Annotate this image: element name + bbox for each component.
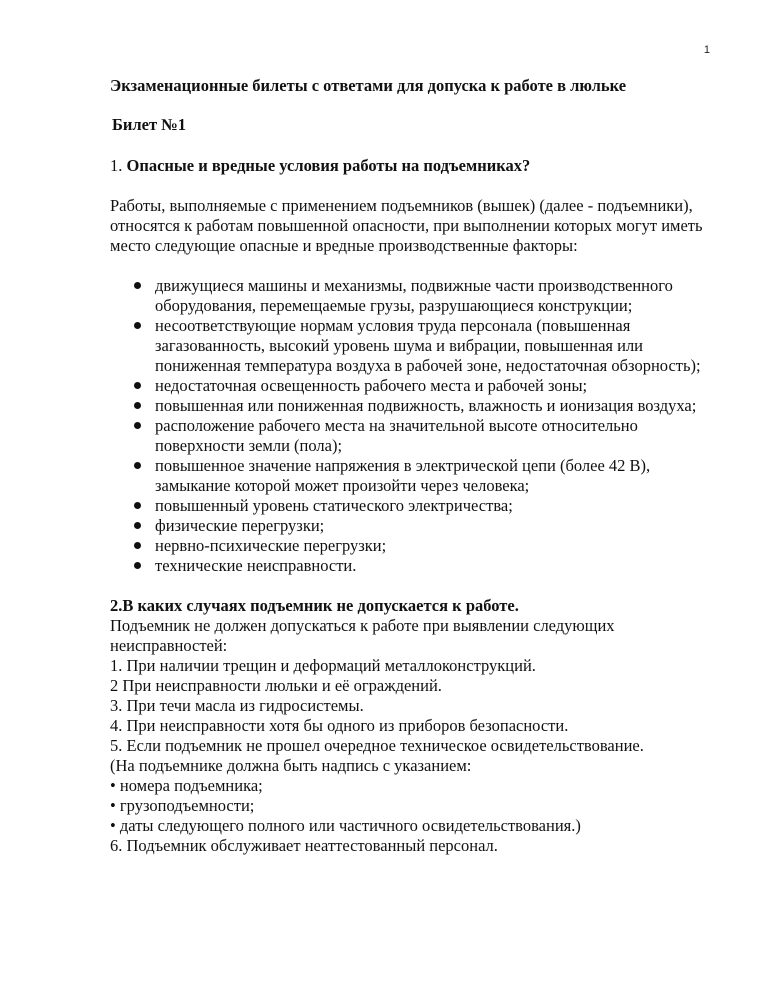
list-item: движущиеся машины и механизмы, подвижные части производственного оборудования, перемещаемые грузы, разрушающиеся конструкции; [155, 276, 710, 316]
list-item: повышенное значение напряжения в электрической цепи (более 42 В), замыкание которой может произойти через человека; [155, 456, 710, 496]
question-1-number: 1. [110, 156, 123, 175]
answer-line: • грузоподъемности; [110, 796, 255, 815]
list-item: недостаточная освещенность рабочего места и рабочей зоны; [155, 376, 710, 396]
ticket-heading: Билет №1 [112, 115, 187, 134]
answer-line: 4. При неисправности хотя бы одного из приборов безопасности. [110, 716, 569, 735]
answer-line: 6. Подъемник обслуживает неаттестованный персонал. [110, 836, 498, 855]
answer-line: 5. Если подъемник не прошел очередное техническое освидетельствование. [110, 736, 644, 755]
answer-line: 2 При неисправности люльки и её ограждений. [110, 676, 442, 695]
list-item: технические неисправности. [155, 556, 710, 576]
document-title: Экзаменационные билеты с ответами для допуска к работе в люльке [110, 76, 627, 95]
list-item: расположение рабочего места на значительной высоте относительно поверхности земли (пола); [155, 416, 710, 456]
answer-line: 1. При наличии трещин и деформаций металлоконструкций. [110, 656, 536, 675]
answer-line: • номера подъемника; [110, 776, 263, 795]
list-item: нервно-психические перегрузки; [155, 536, 710, 556]
answer-line: (На подъемнике должна быть надпись с указанием: [110, 756, 472, 775]
answer-line: 3. При течи масла из гидросистемы. [110, 696, 364, 715]
answer-2 [110, 616, 710, 856]
page-number: 1 [703, 44, 710, 56]
answer-line: • даты следующего полного или частичного освидетельствования.) [110, 816, 581, 835]
question-2: 2.В каких случаях подъемник не допускается к работе. [110, 596, 519, 615]
question-1 [110, 156, 710, 176]
document-body [110, 76, 710, 856]
question-1-text: Опасные и вредные условия работы на подъемниках? [126, 156, 531, 175]
intro-paragraph: Работы, выполняемые с применением подъемников (вышек) (далее - подъемники), относятся к работам повышенной опасности, при выполнении которых могут иметь место следующие опасные и вредные производственные факторы: [110, 196, 703, 255]
list-item: несоответствующие нормам условия труда персонала (повышенная загазованность, высокий уровень шума и вибрации, повышенная или пониженная температура воздуха в рабочей зоне, недостаточная обзорность); [155, 316, 710, 376]
hazards-list [110, 276, 710, 576]
list-item: физические перегрузки; [155, 516, 710, 536]
list-item: повышенный уровень статического электричества; [155, 496, 710, 516]
answer-line: Подъемник не должен допускаться к работе при выявлении следующих неисправностей: [110, 616, 615, 655]
list-item: повышенная или пониженная подвижность, влажность и ионизация воздуха; [155, 396, 710, 416]
